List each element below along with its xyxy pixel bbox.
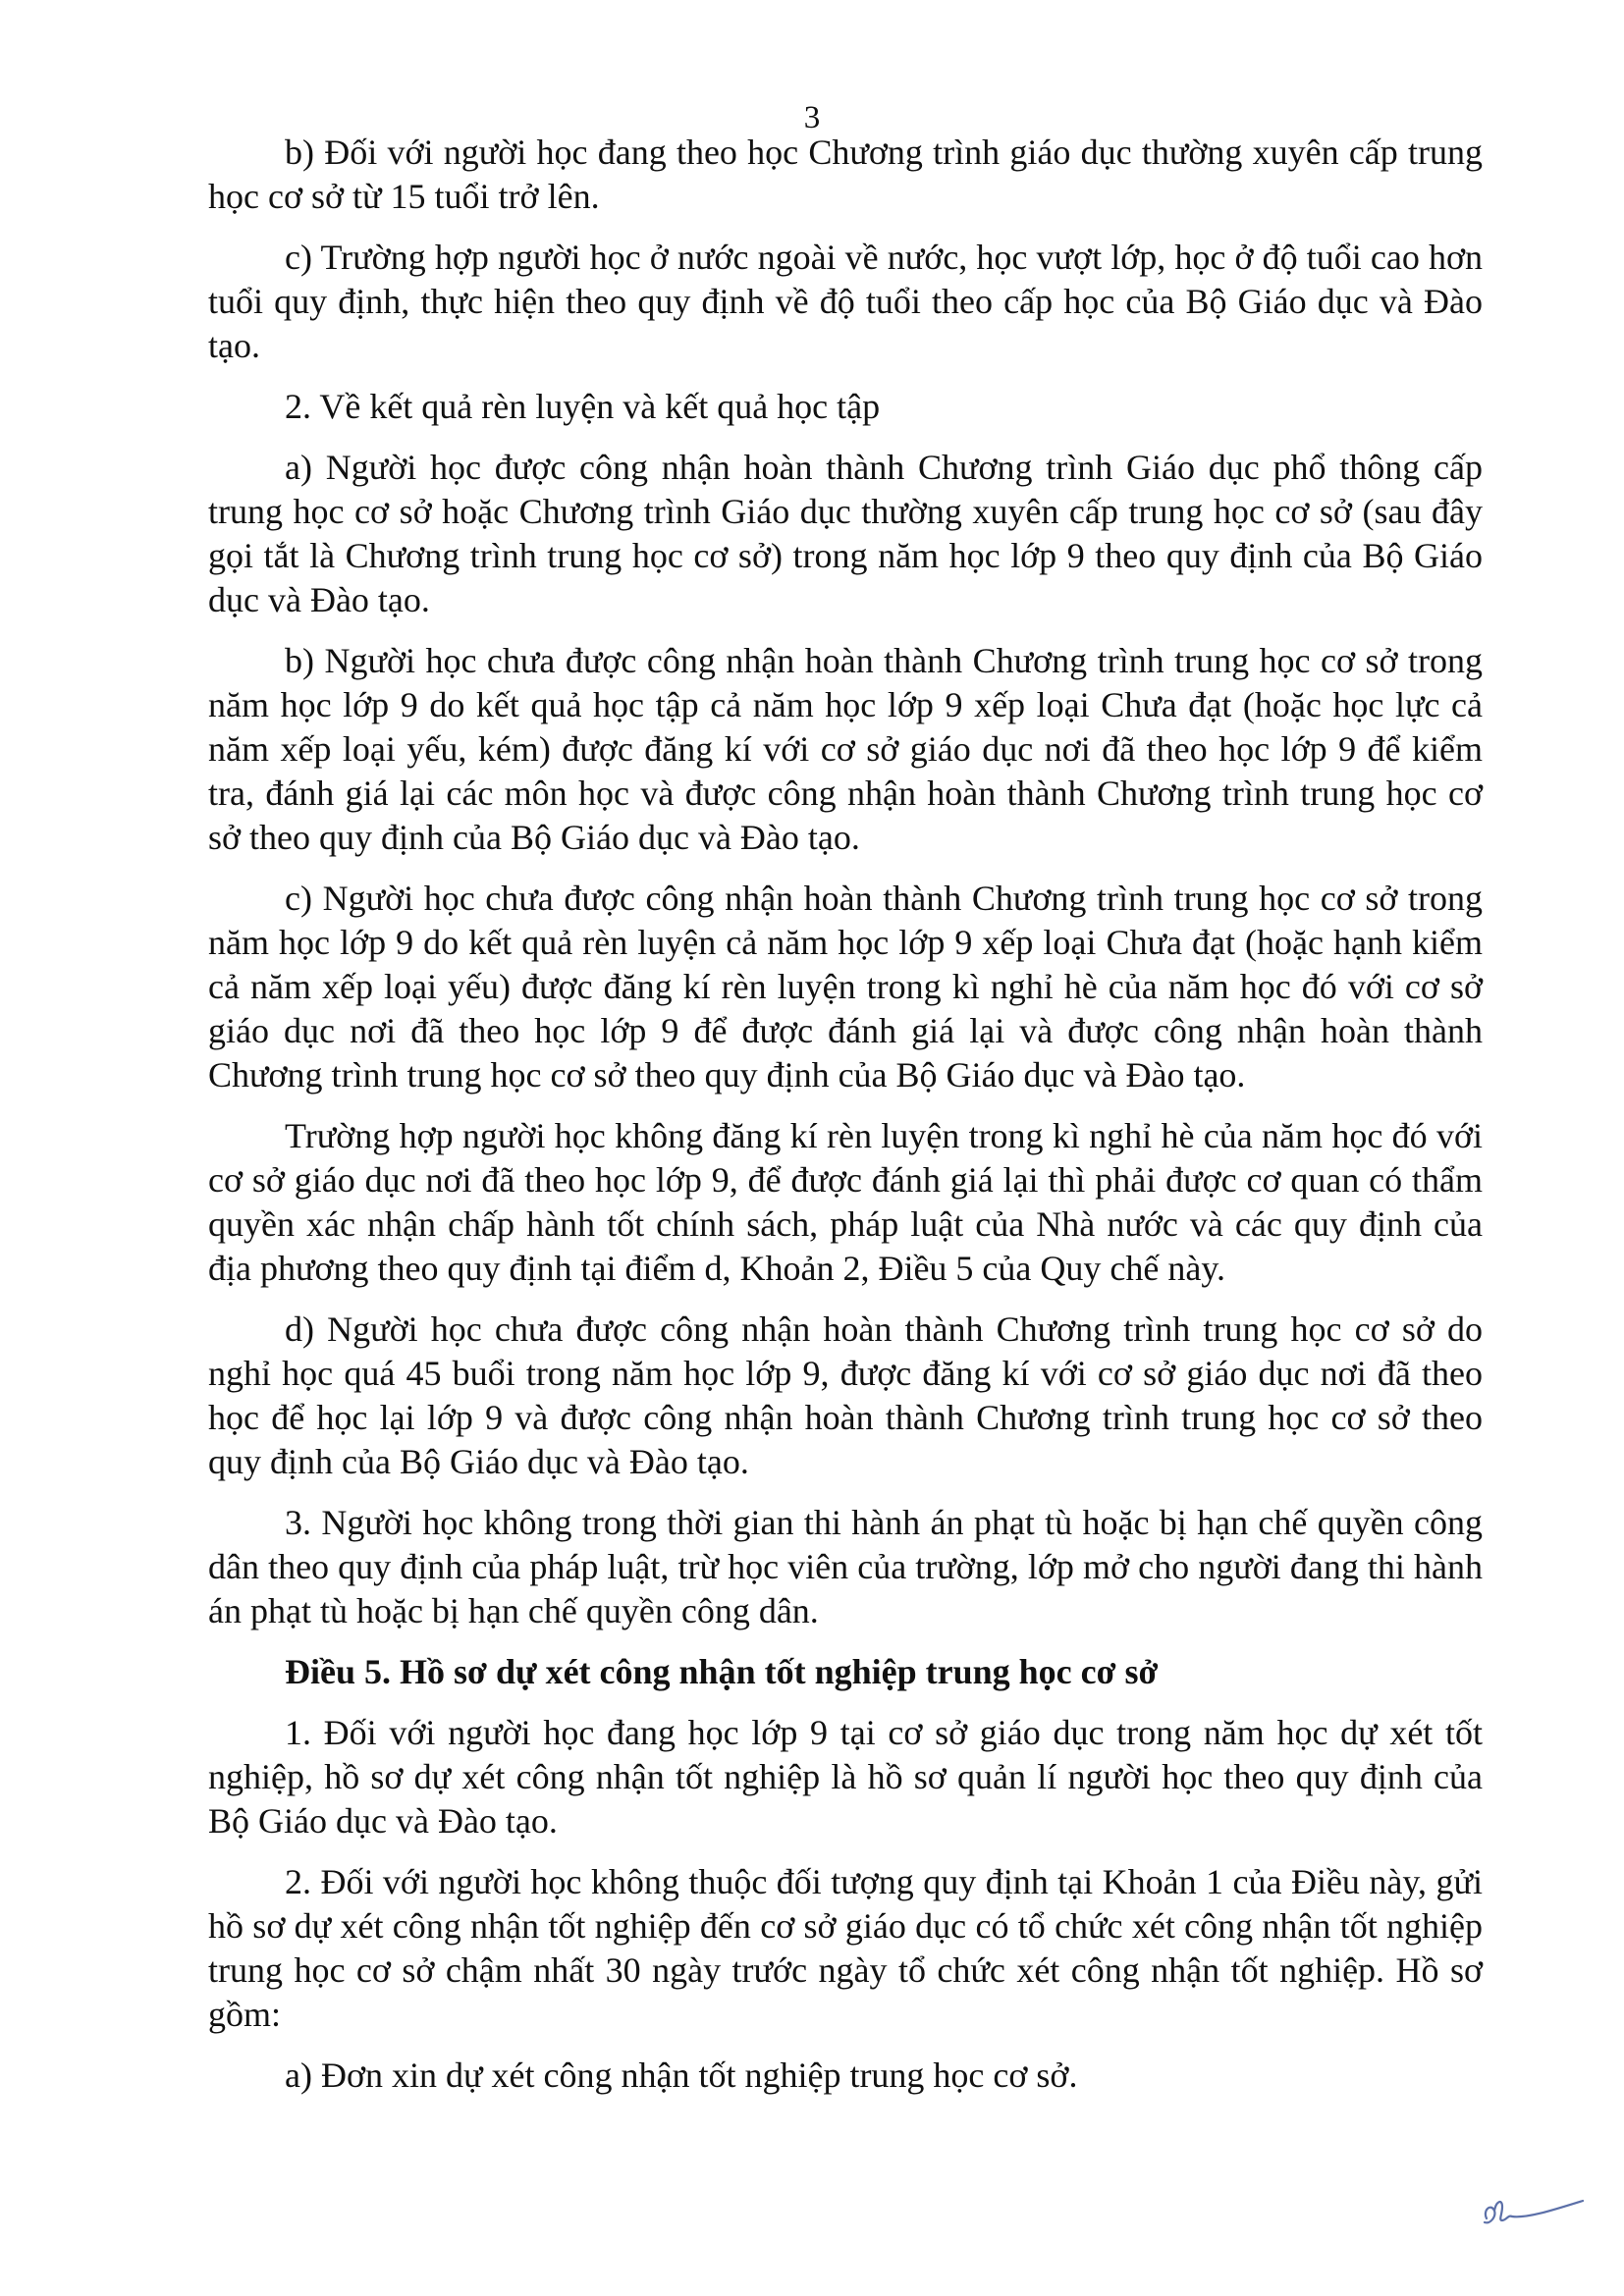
article-5-clause-2: 2. Đối với người học không thuộc đối tượng quy định tại Khoản 1 của Điều này, gửi hồ sơ dự xét công nhận tốt nghiệp đến cơ sở giáo dục có tổ chức xét công nhận tốt nghiệp trung học cơ sở chậm nhất 30 ngày trước ngày tổ chức xét công nhận tốt nghiệp. Hồ sơ gồm:	[208, 1862, 1483, 2034]
handwritten-initial-icon	[1473, 2181, 1591, 2240]
paragraph-a-program-completion: a) Người học được công nhận hoàn thành Chương trình Giáo dục phổ thông cấp trung học cơ sở hoặc Chương trình Giáo dục thường xuyên cấp trung học cơ sở (sau đây gọi tắt là Chương trình trung học cơ sở) trong năm học lớp 9 theo quy định của Bộ Giáo dục và Đào tạo.	[208, 448, 1483, 619]
article-5-clause-1: 1. Đối với người học đang học lớp 9 tại cơ sở giáo dục trong năm học dự xét tốt nghiệp, hồ sơ dự xét công nhận tốt nghiệp là hồ sơ quản lí người học theo quy định của Bộ Giáo dục và Đào tạo.	[208, 1713, 1483, 1841]
paragraph-c-age-exceptions: c) Trường hợp người học ở nước ngoài về nước, học vượt lớp, học ở độ tuổi cao hơn tuổi quy định, thực hiện theo quy định về độ tuổi theo cấp học của Bộ Giáo dục và Đào tạo.	[208, 238, 1483, 365]
paragraph-b-academic-retest: b) Người học chưa được công nhận hoàn thành Chương trình trung học cơ sở trong năm học lớp 9 do kết quả học tập cả năm học lớp 9 xếp loại Chưa đạt (hoặc học lực cả năm xếp loại yếu, kém) được đăng kí với cơ sở giáo dục nơi đã theo học lớp 9 để kiểm tra, đánh giá lại các môn học và được công nhận hoàn thành Chương trình trung học cơ sở theo quy định của Bộ Giáo dục và Đào tạo.	[208, 641, 1483, 857]
section-3-civil-rights: 3. Người học không trong thời gian thi hành án phạt tù hoặc bị hạn chế quyền công dân theo quy định của pháp luật, trừ học viên của trường, lớp mở cho người đang thi hành án phạt tù hoặc bị hạn chế quyền công dân.	[208, 1503, 1483, 1630]
paragraph-d-absence-repeat: d) Người học chưa được công nhận hoàn thành Chương trình trung học cơ sở do nghỉ học quá 45 buổi trong năm học lớp 9, được đăng kí với cơ sở giáo dục nơi đã theo học để học lại lớp 9 và được công nhận hoàn thành Chương trình trung học cơ sở theo quy định của Bộ Giáo dục và Đào tạo.	[208, 1309, 1483, 1481]
section-2-heading: 2. Về kết quả rèn luyện và kết quả học tập	[285, 387, 881, 426]
page-number: 3	[803, 100, 821, 135]
paragraph-b-age-continuing-ed: b) Đối với người học đang theo học Chương trình giáo dục thường xuyên cấp trung học cơ sở từ 15 tuổi trở lên.	[208, 133, 1483, 216]
document-body	[208, 131, 1483, 2114]
paragraph-c-conduct-retraining: c) Người học chưa được công nhận hoàn thành Chương trình trung học cơ sở trong năm học lớp 9 do kết quả rèn luyện cả năm học lớp 9 xếp loại Chưa đạt (hoặc hạnh kiểm cả năm xếp loại yếu) được đăng kí rèn luyện trong kì nghỉ hè của năm học đó với cơ sở giáo dục nơi đã theo học lớp 9 để được đánh giá lại và được công nhận hoàn thành Chương trình trung học cơ sở theo quy định của Bộ Giáo dục và Đào tạo.	[208, 879, 1483, 1095]
article-5-heading: Điều 5. Hồ sơ dự xét công nhận tốt nghiệp trung học cơ sở	[285, 1652, 1159, 1691]
paragraph-no-summer-registration: Trường hợp người học không đăng kí rèn luyện trong kì nghỉ hè của năm học đó với cơ sở giáo dục nơi đã theo học lớp 9, để được đánh giá lại thì phải được cơ quan có thẩm quyền xác nhận chấp hành tốt chính sách, pháp luật của Nhà nước và các quy định của địa phương theo quy định tại điểm d, Khoản 2, Điều 5 của Quy chế này.	[208, 1116, 1483, 1288]
article-5-clause-2a: a) Đơn xin dự xét công nhận tốt nghiệp trung học cơ sở.	[285, 2056, 1078, 2095]
